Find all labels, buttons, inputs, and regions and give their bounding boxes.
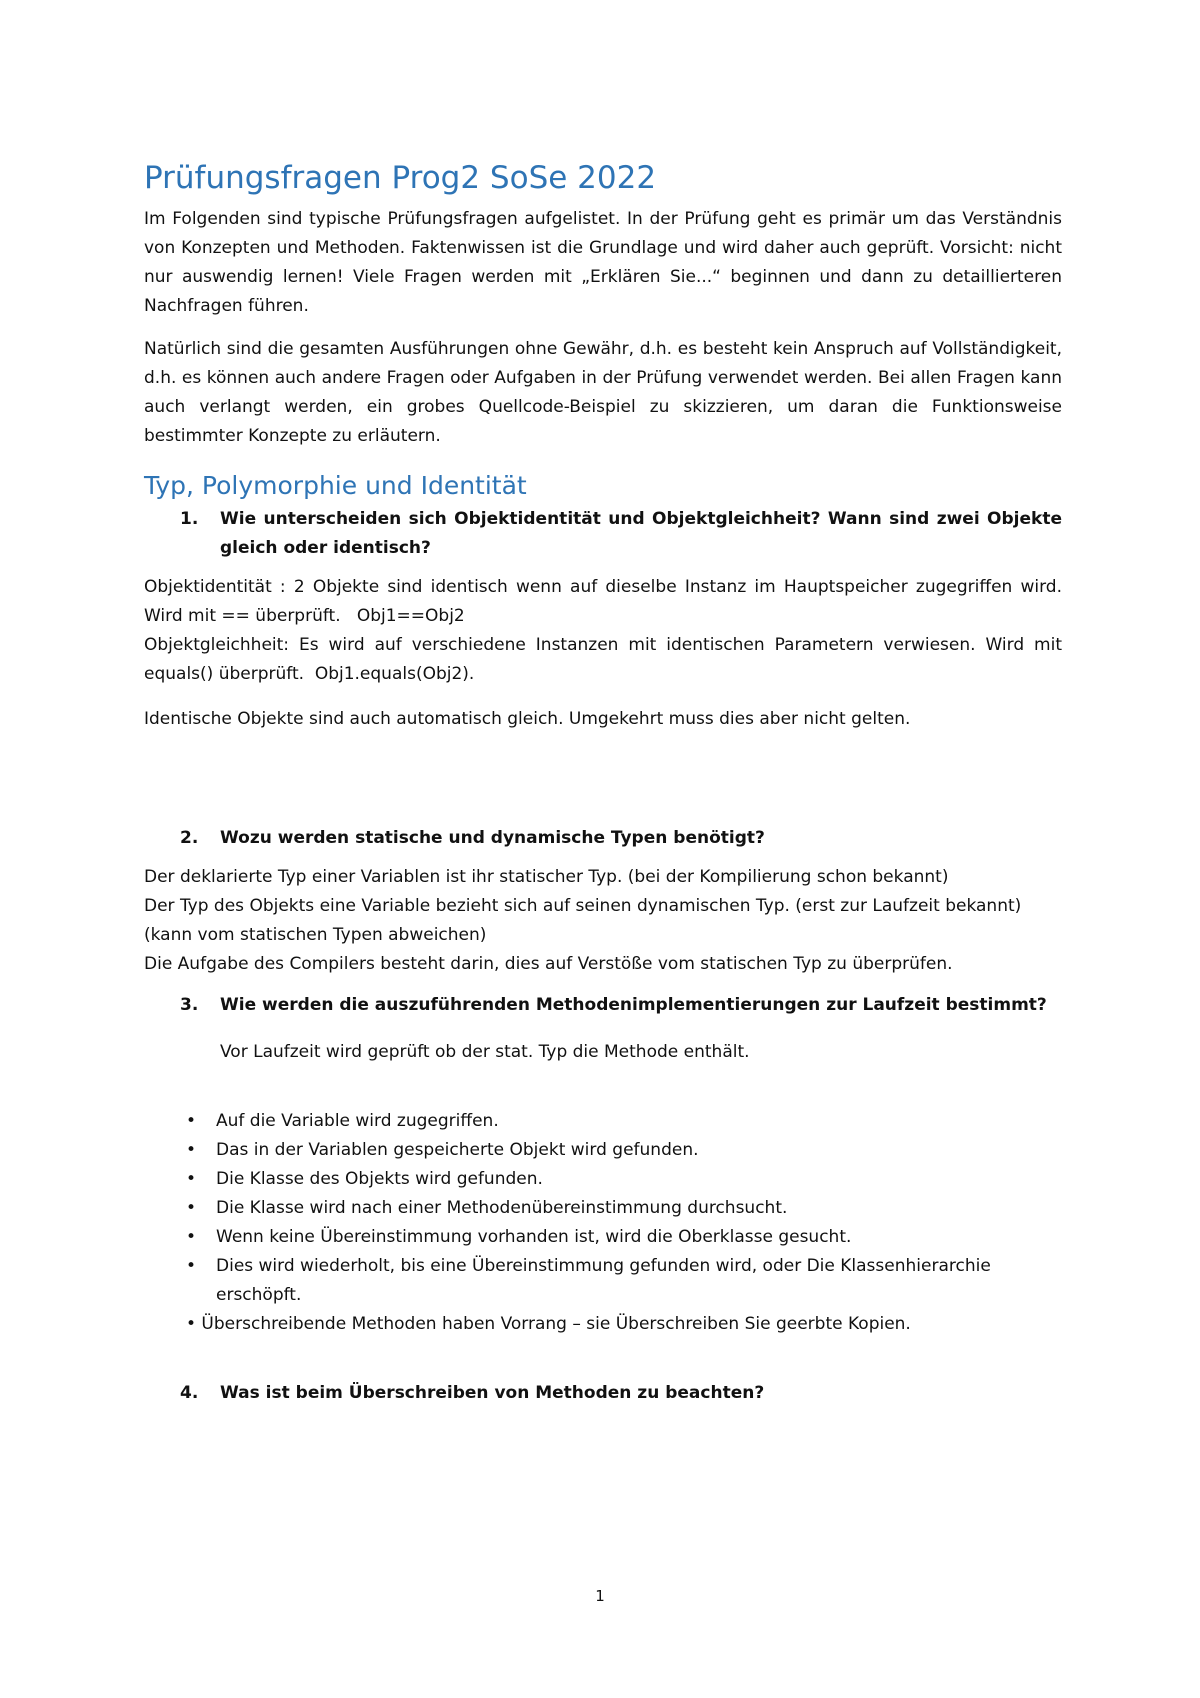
bullet-symbol: • (186, 1227, 197, 1248)
answer-line: Der Typ des Objekts eine Variable bezieht sich auf seinen dynamischen Typ. (erst zur Laufzeit bekannt) (144, 896, 1022, 917)
question-1 (144, 505, 1062, 563)
list-item (144, 1107, 1062, 1136)
answer-line: Objektgleichheit: Es wird auf verschiedene Instanzen mit identischen Parametern verwiesen. Wird mit equals() überprüft. Obj1.equals(Obj2). (144, 635, 1068, 685)
question-text: Wozu werden statische und dynamische Typen benötigt? (220, 828, 765, 849)
bullet-symbol: • (186, 1111, 197, 1132)
bullet-symbol: • (186, 1198, 197, 1219)
bullet-symbol: • (186, 1256, 197, 1277)
list-item (144, 1165, 1062, 1194)
list-item-text: Die Klasse des Objekts wird gefunden. (216, 1169, 543, 1190)
answer-line: Der deklarierte Typ einer Variablen ist ihr statischer Typ. (bei der Kompilierung schon bekannt) (144, 867, 949, 888)
section-heading: Typ, Polymorphie und Identität (144, 471, 527, 501)
question-number: 1. (180, 509, 199, 530)
page-number: 1 (595, 1587, 605, 1605)
page-content (144, 160, 1068, 1418)
question-number: 2. (180, 828, 199, 849)
list-item (144, 1223, 1062, 1252)
question-text: Wie werden die auszuführenden Methodenimplementierungen zur Laufzeit bestimmt? (220, 995, 1047, 1016)
bullet-symbol: • (186, 1169, 197, 1190)
list-item-text: Wenn keine Übereinstimmung vorhanden ist, wird die Oberklasse gesucht. (216, 1227, 852, 1248)
answer-intro: Vor Laufzeit wird geprüft ob der stat. Typ die Methode enthält. (220, 1042, 750, 1063)
list-item (144, 1194, 1062, 1223)
list-item-text: Dies wird wiederholt, bis eine Übereinstimmung gefunden wird, oder Die Klassenhierarchie erschöpft. (216, 1256, 991, 1306)
intro-paragraph-2: Natürlich sind die gesamten Ausführungen ohne Gewähr, d.h. es besteht kein Anspruch auf Vollständigkeit, d.h. es können auch andere Fragen oder Aufgaben in der Prüfung verwendet werden. Bei allen Fragen kann auch verlangt werden, ein grobes Quellcode-Beispiel zu skizzieren, um daran die Funktionsweise bestimmter Konzepte zu erläutern. (144, 339, 1062, 447)
list-item-text: Das in der Variablen gespeicherte Objekt wird gefunden. (216, 1140, 699, 1161)
list-item (144, 1136, 1062, 1165)
intro-paragraph-1: Im Folgenden sind typische Prüfungsfragen aufgelistet. In der Prüfung geht es primär um das Verständnis von Konzepten und Methoden. Faktenwissen ist die Grundlage und wird daher auch geprüft. Vorsicht: nicht nur auswendig lernen! Viele Fragen werden mit „Erklären Sie...“ beginnen und dann zu detaillierteren Nachfragen führen. (144, 209, 1062, 317)
question-2 (144, 824, 1062, 853)
answer-line: Objektidentität : 2 Objekte sind identisch wenn auf dieselbe Instanz im Hauptspeicher zugegriffen wird. Wird mit == überprüft. Obj1==Obj2 (144, 577, 1068, 627)
question-text: Wie unterscheiden sich Objektidentität und Objektgleichheit? Wann sind zwei Objekte gleich oder identisch? (220, 509, 1062, 559)
bullet-list (144, 1107, 1062, 1310)
question-number: 4. (180, 1383, 199, 1404)
list-item-text: Auf die Variable wird zugegriffen. (216, 1111, 499, 1132)
answer-line: Die Aufgabe des Compilers besteht darin, dies auf Verstöße vom statischen Typ zu überprüfen. (144, 954, 953, 975)
list-item-last: • Überschreibende Methoden haben Vorrang – sie Überschreiben Sie geerbte Kopien. (186, 1314, 911, 1335)
question-3 (144, 991, 1062, 1020)
bullet-symbol: • (186, 1140, 197, 1161)
list-item (144, 1252, 1062, 1310)
document-title: Prüfungsfragen Prog2 SoSe 2022 (144, 160, 657, 196)
question-text: Was ist beim Überschreiben von Methoden zu beachten? (220, 1383, 765, 1404)
question-4 (144, 1379, 1062, 1408)
question-number: 3. (180, 995, 199, 1016)
answer-line: (kann vom statischen Typen abweichen) (144, 925, 487, 946)
answer-note: Identische Objekte sind auch automatisch gleich. Umgekehrt muss dies aber nicht gelten. (144, 709, 911, 730)
list-item-text: Die Klasse wird nach einer Methodenübereinstimmung durchsucht. (216, 1198, 788, 1219)
